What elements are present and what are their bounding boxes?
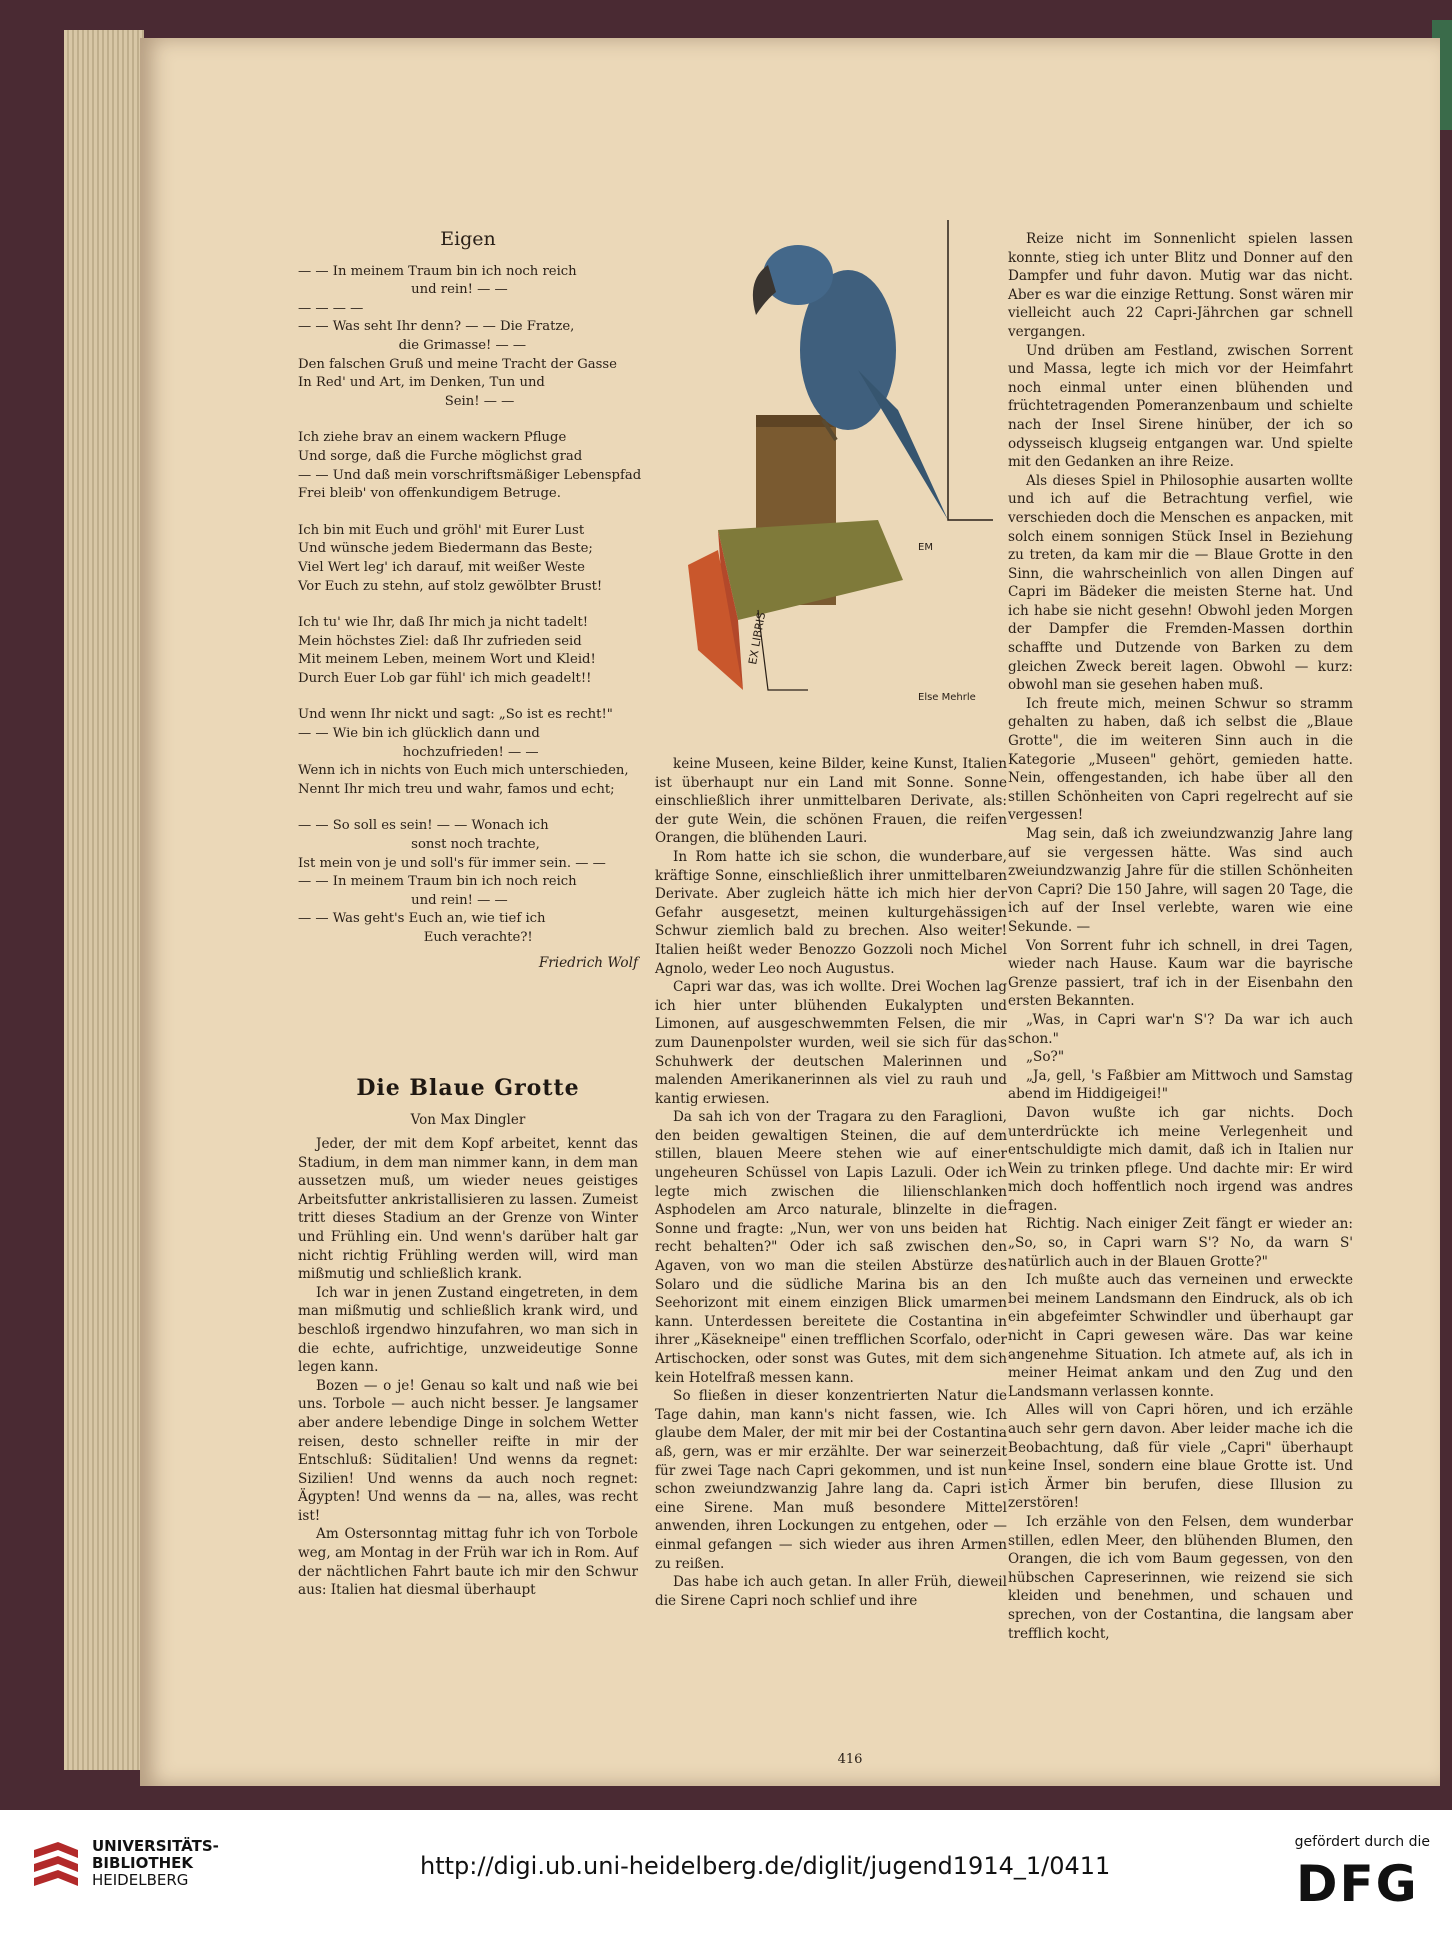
poem-line: — — In meinem Traum bin ich noch reich	[298, 263, 577, 279]
library-line-3: HEIDELBERG	[92, 1871, 189, 1889]
library-name[interactable]	[92, 1838, 219, 1889]
permalink-url[interactable]: http://digi.ub.uni-heidelberg.de/diglit/jugend1914_1/0411	[420, 1852, 1111, 1880]
paragraph: Da sah ich von der Tragara zu den Faraglioni, den beiden gewaltigen Steinen, die auf dem stillen, blauen Meere stehen wie auf einer ungeheuren Schüssel von Lapis Lazuli. Oder ich legte mich zwischen die lilienschlanken Asphodelen am Arco naturale, blinzelte in die Sonne und fragte: „Nun, wer von uns beiden hat recht behalten?" Oder ich saß zwischen den Agaven, von wo man die steilen Abstürze des Solaro und die südliche Marina bis an den Seehorizont mit einem einzigen Blick umarmen kann. Unterdessen bereitete die Costantina in ihrer „Käsekneipe" einen trefflichen Scorfalo, oder Artischocken, oder sonst was Gutes, mit dem sich kein Hotelfraß messen kann.	[655, 1109, 1007, 1386]
paragraph: Richtig. Nach einiger Zeit fängt er wieder an: „So, so, in Capri warn S'? No, da warn S' natürlich auch in der Blauen Grotte?"	[1008, 1216, 1353, 1270]
paragraph: Als dieses Spiel in Philosophie ausarten wollte und ich auf die Betrachtung verfiel, wie verschieden doch die Menschen es anpacken, mit solch einem sonnigen Stück Insel in Beziehung zu treten, da kam mir die — Blaue Grotte in den Sinn, die wahrscheinlich von allen Dingen auf Capri im Bädeker die meisten Sterne hat. Und ich habe sie nicht gesehn! Obwohl jeden Morgen der Dampfer die Fremden-Massen dorthin schaffte und Dutzende von Barken zu dem gleichen Zweck bereit lagen. Obwohl — kurz: obwohl man sie gesehen haben muß.	[1008, 472, 1353, 694]
paragraph: Alles will von Capri hören, und ich erzähle auch sehr gern davon. Aber leider mache ich die Beobachtung, daß für viele „Capri" überhaupt keine Insel, sondern eine blaue Grotte ist. Und ich Ärmer bin berufen, diese Illusion zu zerstören!	[1008, 1402, 1353, 1512]
poem-line: Und wenn Ihr nickt und sagt: „So ist es recht!"	[298, 707, 613, 723]
poem-line: — — — —	[298, 300, 364, 316]
poem-line: — — Was geht's Euch an, wie tief ich	[298, 911, 546, 927]
paragraph: Jeder, der mit dem Kopf arbeitet, kennt das Stadium, in dem man nimmer kann, in dem man aussetzen muß, um wieder neues geistiges Arbeitsfutter ankristallisieren zu lassen. Zumeist tritt dieses Stadium an der Grenze von Winter und Frühling ein. Und wenn's darüber halt gar nicht richtig Frühling werden will, wird man mißmutig und schließlich krank.	[298, 1136, 638, 1283]
poem-line: Und wünsche jedem Biedermann das Beste;	[298, 541, 593, 557]
poem-line: Mit meinem Leben, meinem Wort und Kleid!	[298, 652, 596, 668]
stanza-gap	[298, 504, 638, 522]
paragraph: „Ja, gell, 's Faßbier am Mittwoch und Samstag abend im Hiddigeigei!"	[1008, 1067, 1353, 1103]
paragraph: keine Museen, keine Bilder, keine Kunst, Italien ist überhaupt nur ein Land mit Sonne. Sonne einschließlich ihrer unmittelbaren Derivate, als: der gute Wein, die schönen Frauen, die reifen Orangen, die blühenden Lauri.	[655, 756, 1007, 847]
paragraph: Ich war in jenen Zustand eingetreten, in dem man mißmutig und schließlich krank wird, und beschloß irgendwo hinzufahren, wo man sich in die echte, aufrichtige, unzweideutige Sonne legen kann.	[298, 1284, 638, 1376]
paragraph: Davon wußte ich gar nichts. Doch unterdrückte ich meine Verlegenheit und entschuldigte mich damit, daß ich in Italien nur Wein zu trinken pflege. Und dachte mir: Er wird mich doch hoffentlich noch irgend was andres fragen.	[1008, 1104, 1353, 1214]
poem-line: Wenn ich in nichts von Euch mich unterschieden,	[298, 763, 629, 779]
funded-by-label: gefördert durch die	[1294, 1834, 1430, 1850]
paragraph: Bozen — o je! Genau so kalt und naß wie bei uns. Torbole — auch nicht besser. Je langsamer aber andere lebendige Dinge in solchem Wetter reisen, desto schneller reifte in mir der Entschluß: Süditalien! Und wenns da regnet: Sizilien! Und wenns da auch noch regnet: Ägypten! Und wenns da — na, alles, was recht ist!	[298, 1377, 638, 1524]
stanza-gap	[298, 596, 638, 614]
poem-line: Und sorge, daß die Furche möglichst grad	[298, 448, 583, 464]
parrot-illustration	[648, 220, 1003, 720]
poem-line: Vor Euch zu stehn, auf stolz gewölbter Brust!	[298, 578, 603, 594]
poem-line: Ist mein von je und soll's für immer sein. — —	[298, 855, 606, 871]
poem-line: — — Und daß mein vorschriftsmäßiger Lebenspfad	[298, 467, 642, 483]
poem-line: die Grimasse! — —	[298, 337, 527, 353]
poem-line: — — So soll es sein! — — Wonach ich	[298, 818, 549, 834]
poem-line: Ich bin mit Euch und gröhl' mit Eurer Lust	[298, 522, 585, 538]
poem-line: Ich tu' wie Ihr, daß Ihr mich ja nicht tadelt!	[298, 615, 589, 631]
library-logo-icon[interactable]	[28, 1838, 84, 1898]
paragraph: Und drüben am Festland, zwischen Sorrent und Massa, legte ich mich vor der Heimfahrt noch einmal unter einen blühenden und früchtetragenden Pomeranzenbaum und schielte nach der Insel Sirene hinüber, der ich so odysseisch klugseig entgangen war. Und spielte mit den Gedanken an ihre Reize.	[1008, 342, 1353, 471]
paragraph: Capri war das, was ich wollte. Drei Wochen lag ich hier unter blühenden Eukalypten und Limonen, auf ausgeschwemmten Felsen, die mir zum Daunenpolster wurden, weil sie sich für das Schuhwerk der deutschen Malerinnen und malenden Amerikanerinnen als viel zu rauh und kantig erwiesen.	[655, 979, 1007, 1107]
paragraph: In Rom hatte ich sie schon, die wunderbare, kräftige Sonne, einschließlich ihrer unmittelbaren Derivate. Aber zugleich hätte ich mich hier der Gefahr ausgesetzt, meinen kulturgehässigen Schwur ziemlich bald zu brechen. Also weiter! Italien heißt weder Benozzo Gozzoli noch Michel Agnolo, weder Leo noch Augustus.	[655, 848, 1007, 977]
paragraph: „Was, in Capri war'n S'? Da war ich auch schon."	[1008, 1011, 1353, 1047]
paragraph: Ich freute mich, meinen Schwur so stramm gehalten zu haben, daß ich selbst die „Blaue Grotte", die im weiteren Sinn auch in die Kategorie „Museen" gehört, gemieden hatte. Nein, offengestanden, ich habe über all den stillen Schönheiten von Capri regelrecht auf sie vergessen!	[1008, 695, 1353, 824]
poem-line: und rein! — —	[298, 282, 508, 298]
poem-line: Sein! — —	[298, 393, 515, 409]
poem-author: Friedrich Wolf	[538, 954, 638, 971]
stanza-gap	[298, 688, 638, 706]
poem-line: und rein! — —	[298, 892, 508, 908]
library-line-1: UNIVERSITÄTS-	[92, 1837, 219, 1855]
poem-lines	[298, 263, 642, 948]
article-title: Die Blaue Grotte	[356, 1075, 580, 1101]
poem-line: Viel Wert leg' ich darauf, mit weißer Weste	[298, 559, 585, 575]
poem-line: — — Was seht Ihr denn? — — Die Fratze,	[298, 319, 575, 335]
paragraph: Ich mußte auch das verneinen und erweckte bei meinem Landsmann den Eindruck, als ob ich ein abgefeimter Schwindler und überhaupt gar nicht in Capri gewesen wäre. Das war keine angenehme Situation. Ich atmete auf, als ich in meiner Heimat ankam und den Zug und den Landsmann verlassen konnte.	[1008, 1272, 1353, 1400]
poem-line: Mein höchstes Ziel: daß Ihr zufrieden seid	[298, 633, 582, 649]
dfg-logo[interactable]: DFG	[1296, 1855, 1419, 1913]
poem-line: Ich ziehe brav an einem wackern Pfluge	[298, 430, 567, 446]
poem-line: Den falschen Gruß und meine Tracht der Gasse	[298, 356, 617, 372]
page-number: 416	[837, 1752, 863, 1767]
article-column-3	[1008, 230, 1353, 1643]
library-line-2: BIBLIOTHEK	[92, 1854, 193, 1872]
poem-line: Frei bleib' von offenkundigem Betruge.	[298, 486, 561, 502]
exlibris-label: EX LIBRIS	[746, 611, 769, 666]
poem-line: Euch verachte?!	[298, 930, 533, 945]
paragraph: Das habe ich auch getan. In aller Früh, dieweil die Sirene Capri noch schlief und ihre	[655, 1574, 1007, 1609]
paragraph: Von Sorrent fuhr ich schnell, in drei Tagen, wieder nach Hause. Kaum war die bayrische Grenze passiert, traf ich in der Eisenbahn den ersten Bekannten.	[1008, 937, 1353, 1010]
paragraph: Ich erzähle von den Felsen, dem wunderbar stillen, edlen Meer, den blühenden Blumen, den Orangen, die ich vom Baum gegessen, von den hübschen Capreserinnen, wie reizend sie sich kleiden und benehmen, und schauen und sprechen, von der Costantina, die langsam aber trefflich kocht,	[1008, 1513, 1353, 1642]
paragraph: Am Ostersonntag mittag fuhr ich von Torbole weg, am Montag in der Früh war ich in Rom. Auf der nächtlichen Fahrt baute ich mir den Schwur aus: Italien hat diesmal überhaupt	[298, 1526, 638, 1599]
poem-line: — — In meinem Traum bin ich noch reich	[298, 874, 577, 890]
article-column-1	[298, 1135, 638, 1600]
paragraph: Reize nicht im Sonnenlicht spielen lassen konnte, stieg ich unter Blitz und Donner auf den Dampfer und fuhr davon. Mutig war das nicht. Aber es war die einzige Rettung. Sonst wären mir vielleicht auch 22 Capri-Jährchen gar schnell vergangen.	[1008, 231, 1353, 340]
poem-line: In Red' und Art, im Denken, Tun und	[298, 375, 545, 391]
article-column-2	[655, 755, 1007, 1610]
paragraph: Mag sein, daß ich zweiundzwanzig Jahre lang auf sie vergessen hätte. Was sind auch zweiundzwanzig Jahre für die stillen Schönheiten von Capri? Die 150 Jahre, will sagen 20 Tage, die ich auf der Insel verlebte, waren wie eine Sekunde. —	[1008, 826, 1353, 935]
poem	[298, 228, 642, 972]
stanza-gap	[298, 411, 638, 429]
monogram: EM	[918, 542, 933, 553]
poem-line: hochzufrieden! — —	[298, 744, 539, 760]
article-byline: Von Max Dingler	[410, 1112, 526, 1128]
paragraph: So fließen in dieser konzentrierten Natur die Tage dahin, man kann's nicht fassen, wie. Ich glaube dem Maler, der mit mir bei der Costantina aß, gern, was er mir erzählte. Der war seinerzeit für zwei Tage nach Capri gekommen, und ist nun schon zweiundzwanzig Jahre lang da. Capri ist eine Sirene. Man muß besondere Mittel anwenden, ihren Lockungen zu entgehen, oder — einmal gefangen — sich wieder aus ihren Armen zu reißen.	[655, 1388, 1007, 1572]
poem-line: — — Wie bin ich glücklich dann und	[298, 726, 540, 742]
page-edges	[64, 30, 144, 1770]
poem-title: Eigen	[440, 228, 496, 250]
poem-line: Durch Euer Lob gar fühl' ich mich geadelt!!	[298, 670, 592, 686]
illustrator-signature: Else Mehrle	[918, 692, 976, 703]
poem-line: sonst noch trachte,	[298, 837, 540, 853]
poem-line: Nennt Ihr mich treu und wahr, famos und echt;	[298, 781, 615, 797]
stanza-gap	[298, 799, 638, 817]
paragraph: „So?"	[1026, 1049, 1065, 1066]
